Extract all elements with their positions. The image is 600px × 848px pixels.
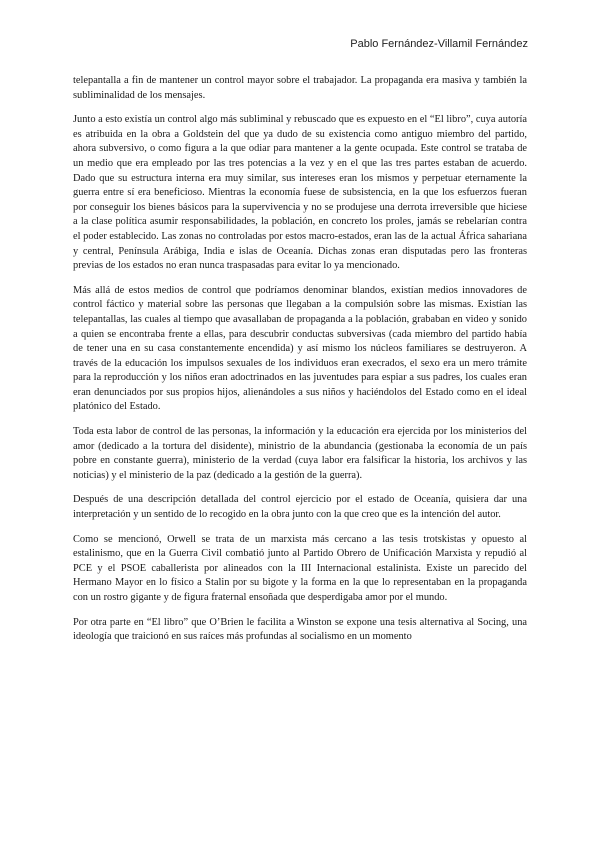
paragraph: Junto a esto existía un control algo más subliminal y rebuscado que es expuesto en el “El libro”, cuya autoría es atribuida en la obra a Goldstein del que ya dudo de su existencia como antiguo miembro del partido, ahora subversivo, o como figura a la que odiar para mantener a la gente ocupada. Este control se trataba de un medio que era empleado por las tres potencias a la vez y en el que las tres partes estaban de acuerdo. Dado que su estructura interna era muy similar, sus intereses eran los mismos y perpetuar eternamente la guerra entre sí era beneficioso. Mientras la economía fuese de subsistencia, en la que los esfuerzos fueran por conseguir los bienes básicos para la supervivencia y no se produjese una derrota irreversible que hiciese a la clase política asumir responsabilidades, la población, en concreto los proles, jamás se rebelarían contra el poder establecido. Las zonas no controladas por estos macro-estados, eran las de la actual África sahariana y central, Península Arábiga, India e islas de Oceanía. Dichas zonas eran disputadas pero las fronteras previas de los estados no eran nunca traspasadas para evitar lo ya mencionado. [73,114,527,272]
paragraph: Por otra parte en “El libro” que O’Brien le facilita a Winston se expone una tesis alternativa al Socing, una ideología que traicionó en sus raíces más profundas al socialismo en un momento [73,616,527,643]
body-text [73,74,527,655]
paragraph: Como se mencionó, Orwell se trata de un marxista más cercano a las tesis trotskistas y opuesto al estalinismo, que en la Guerra Civil combatió junto al Partido Obrero de Unificación Marxista y repudió al PCE y el PSOE caballerista por alineados con la III Internacional estalinista. Existe un parecido del Hermano Mayor en lo físico a Stalin por su bigote y la forma en la que lo representaban en la propaganda con un rostro gigante y de figura fraternal ensoñada que desperdigaba amor por el mundo. [73,533,527,603]
paragraph: Más allá de estos medios de control que podríamos denominar blandos, existían medios innovadores de control fáctico y material sobre las personas que llegaban a la compulsión sobre las mismas. Existían las telepantallas, las cuales al tiempo que avasallaban de propaganda a la población, grababan en video y sonido a quien se encontraba frente a ellas, para descubrir conductas subversivas (cada miembro del partido había de tener una en su casa constantemente encendida) y así mismo los núcleos familiares se destruyeron. A través de la educación los impulsos sexuales de los individuos eran execrados, el sexo era un mero trámite para la reproducción y los niños eran adoctrinados en las juventudes para espiar a sus padres, los cuales eran eran denunciados por sus propios hijos, alienándoles a sus niños y haciéndolos del Estado como en el ideal platónico del Estado. [73,284,527,413]
page-header-author: Pablo Fernández-Villamil Fernández [350,38,528,50]
paragraph: Después de una descripción detallada del control ejercicio por el estado de Oceanía, quisiera dar una interpretación y un sentido de lo recogido en la obra junto con la que creo que es la intención del autor. [73,494,527,521]
paragraph: telepantalla a fin de mantener un control mayor sobre el trabajador. La propaganda era masiva y también la subliminalidad de los mensajes. [73,75,527,101]
paragraph: Toda esta labor de control de las personas, la información y la educación era ejercida por los ministerios del amor (dedicado a la tortura del disidente), ministrio de la abundancia (gestionaba la economía de un país pobre en constante guerra), ministerio de la verdad (cuya labor era falsificar la historia, los archivos y las noticias) y el ministerio de la paz (dedicado a la gestión de la guerra). [73,426,527,481]
